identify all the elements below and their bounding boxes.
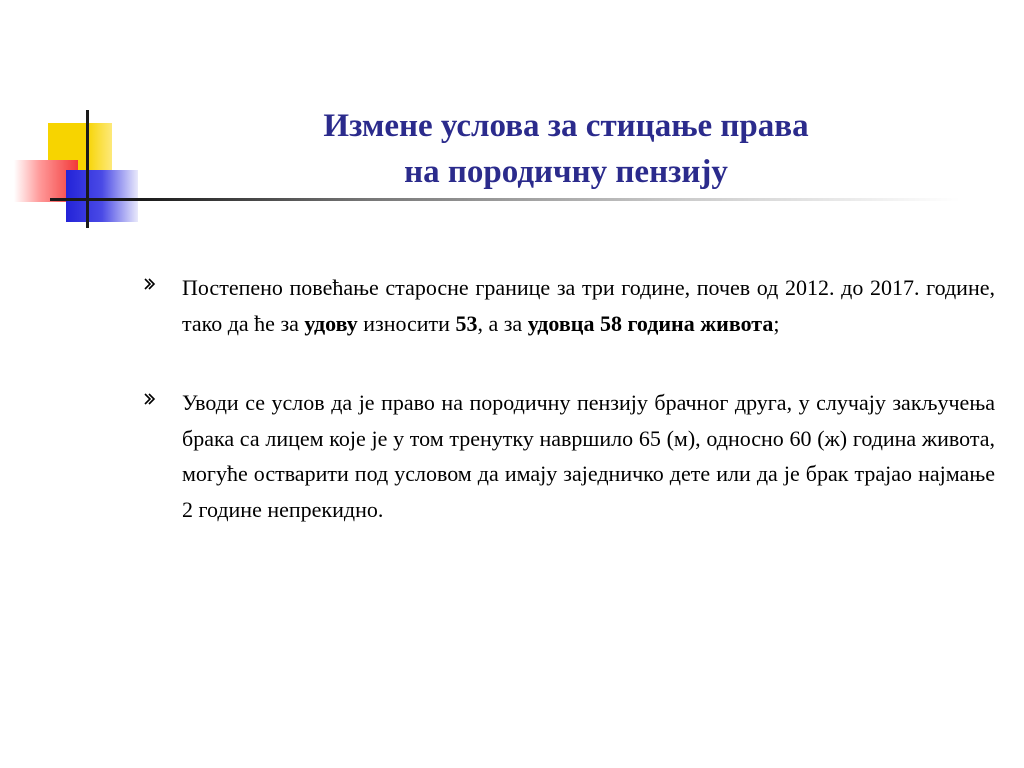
bullet-text: Уводи се услов да је право на породичну пензију брачног друга, у случају закључења брака са лицем које је у том тренутку навршило 65 (м), односно 60 (ж) година живота, могуће остварити под условом да имају заједничко дете или да је брак трајао најмање 2 године непрекидно. <box>182 390 995 522</box>
title-divider <box>50 198 960 201</box>
logo-blue-square <box>66 170 138 222</box>
slide-title-line-2: на породичну пензију <box>404 154 728 190</box>
bullet-item <box>140 270 995 341</box>
slide-content <box>140 270 995 571</box>
decorative-logo <box>0 0 140 240</box>
logo-vertical-line <box>86 110 89 228</box>
bullet-text-part: , а за <box>477 310 528 336</box>
bullet-text <box>182 270 995 341</box>
bullet-bold-age: 53 <box>455 310 478 336</box>
arrow-bullet-icon <box>143 389 157 409</box>
bullet-item <box>140 385 995 527</box>
bullet-bold-widower: удовца 58 година живота <box>527 310 774 336</box>
slide-title <box>196 103 936 195</box>
bullet-text-part: износити <box>357 310 456 336</box>
arrow-bullet-icon <box>143 274 157 294</box>
bullet-text-part: ; <box>773 310 780 336</box>
bullet-text-part: Постепено повећање старосне границе за три године, почев од 2012. до 2017. године, тако да ће за <box>182 275 995 336</box>
bullet-bold-widow: удову <box>304 310 358 336</box>
slide-title-line-1: Измене услова за стицање права <box>323 108 809 144</box>
